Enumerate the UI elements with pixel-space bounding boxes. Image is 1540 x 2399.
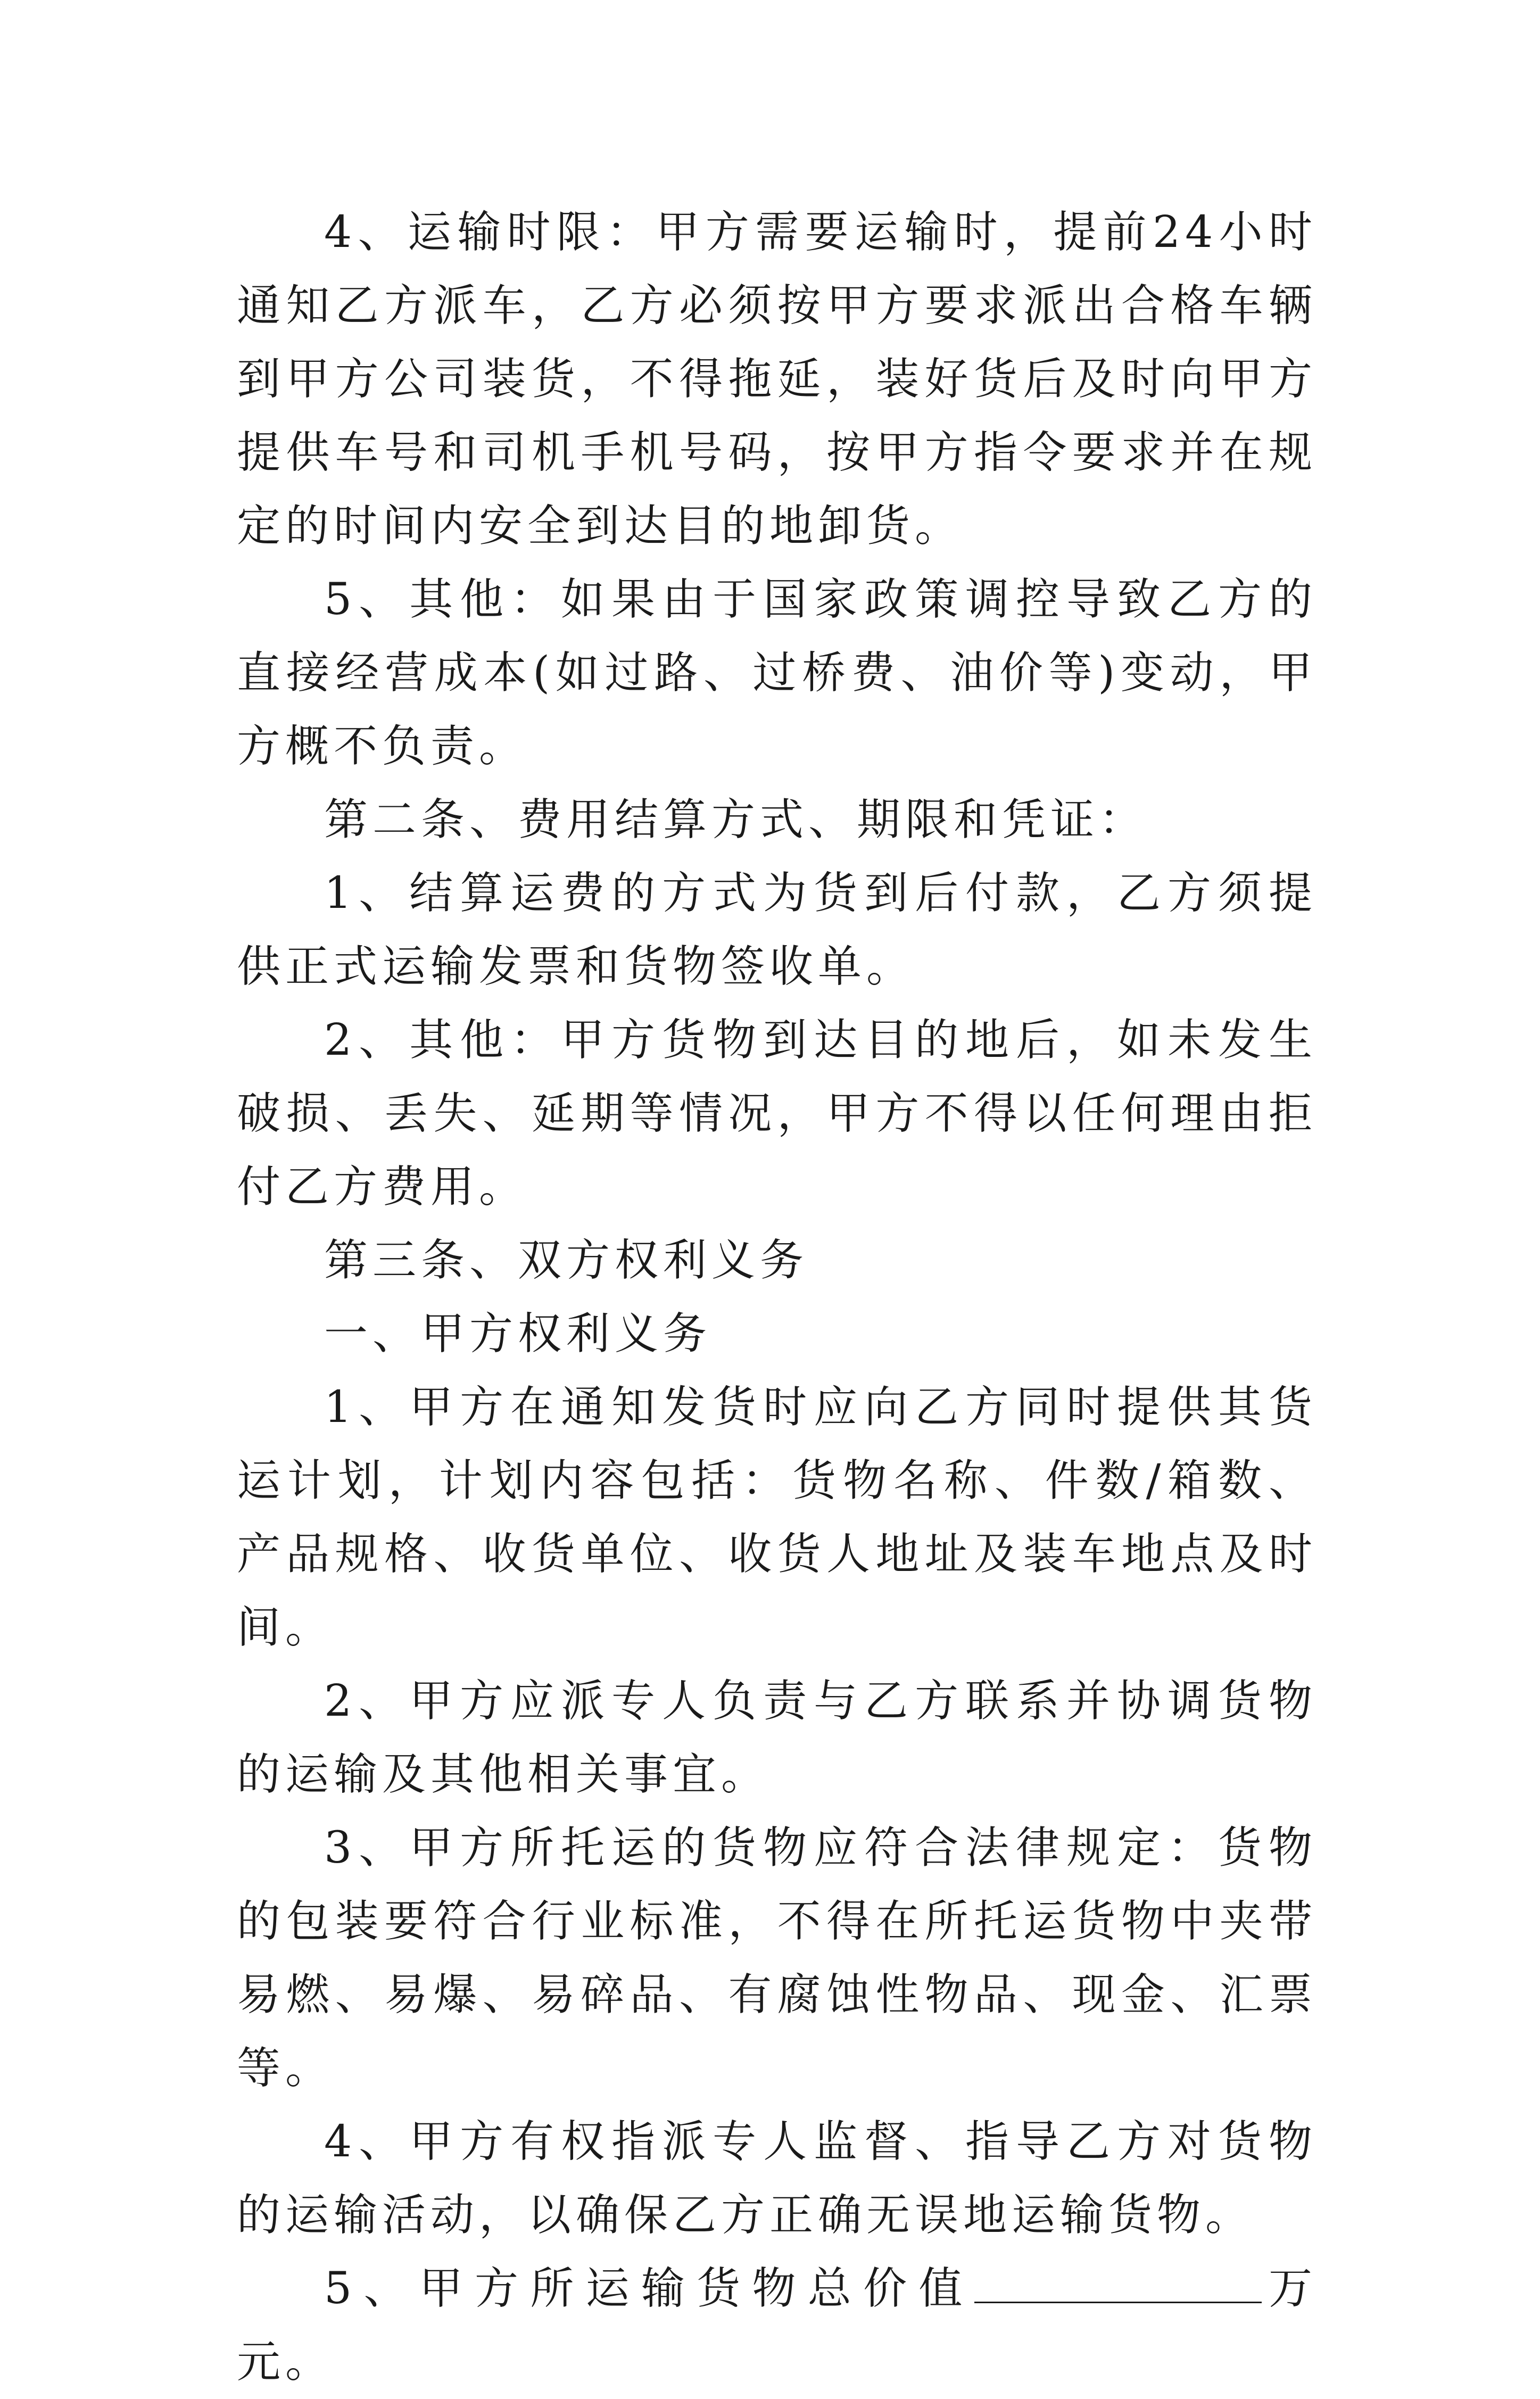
paragraph-party-a-goods-value <box>237 2252 1317 2399</box>
heading-party-a-rights: 一、甲方权利义务 <box>324 1309 712 1359</box>
paragraph-party-a-plan: 1、甲方在通知发货时应向乙方同时提供其货运计划，计划内容包括：货物名称、件数/箱数、产品规格、收货单位、收货人地址及装车地点及时间。 <box>237 1382 1317 1653</box>
goods-value-prefix: 5、甲方所运输货物总价值 <box>324 2263 974 2314</box>
heading-article-three: 第三条、双方权利义务 <box>324 1235 809 1286</box>
goods-value-suffix: 万元。 <box>237 2263 1317 2387</box>
paragraph-settlement-method: 1、结算运费的方式为货到后付款，乙方须提供正式运输发票和货物签收单。 <box>237 868 1317 992</box>
paragraph-party-a-supervision: 4、甲方有权指派专人监督、指导乙方对货物的运输活动，以确保乙方正确无误地运输货物。 <box>237 2116 1317 2240</box>
goods-value-blank-field[interactable] <box>974 2264 1262 2303</box>
heading-article-two: 第二条、费用结算方式、期限和凭证： <box>324 795 1148 845</box>
paragraph-transport-time-limit: 4、运输时限：甲方需要运输时，提前24小时通知乙方派车，乙方必须按甲方要求派出合格车辆到甲方公司装货，不得拖延，装好货后及时向甲方提供车号和司机手机号码，按甲方指令要求并在规定的时间内安全到达目的地卸货。 <box>237 207 1317 551</box>
paragraph-settlement-other: 2、其他：甲方货物到达目的地后，如未发生破损、丢失、延期等情况，甲方不得以任何理由拒付乙方费用。 <box>237 1015 1317 1212</box>
document-body <box>237 196 1317 2399</box>
paragraph-other-costs: 5、其他：如果由于国家政策调控导致乙方的直接经营成本(如过路、过桥费、油价等)变动，甲方概不负责。 <box>237 574 1317 772</box>
paragraph-party-a-contact: 2、甲方应派专人负责与乙方联系并协调货物的运输及其他相关事宜。 <box>237 1676 1317 1800</box>
paragraph-party-a-goods-legal: 3、甲方所托运的货物应符合法律规定：货物的包装要符合行业标准，不得在所托运货物中夹带易燃、易爆、易碎品、有腐蚀性物品、现金、汇票等。 <box>237 1823 1317 2094</box>
